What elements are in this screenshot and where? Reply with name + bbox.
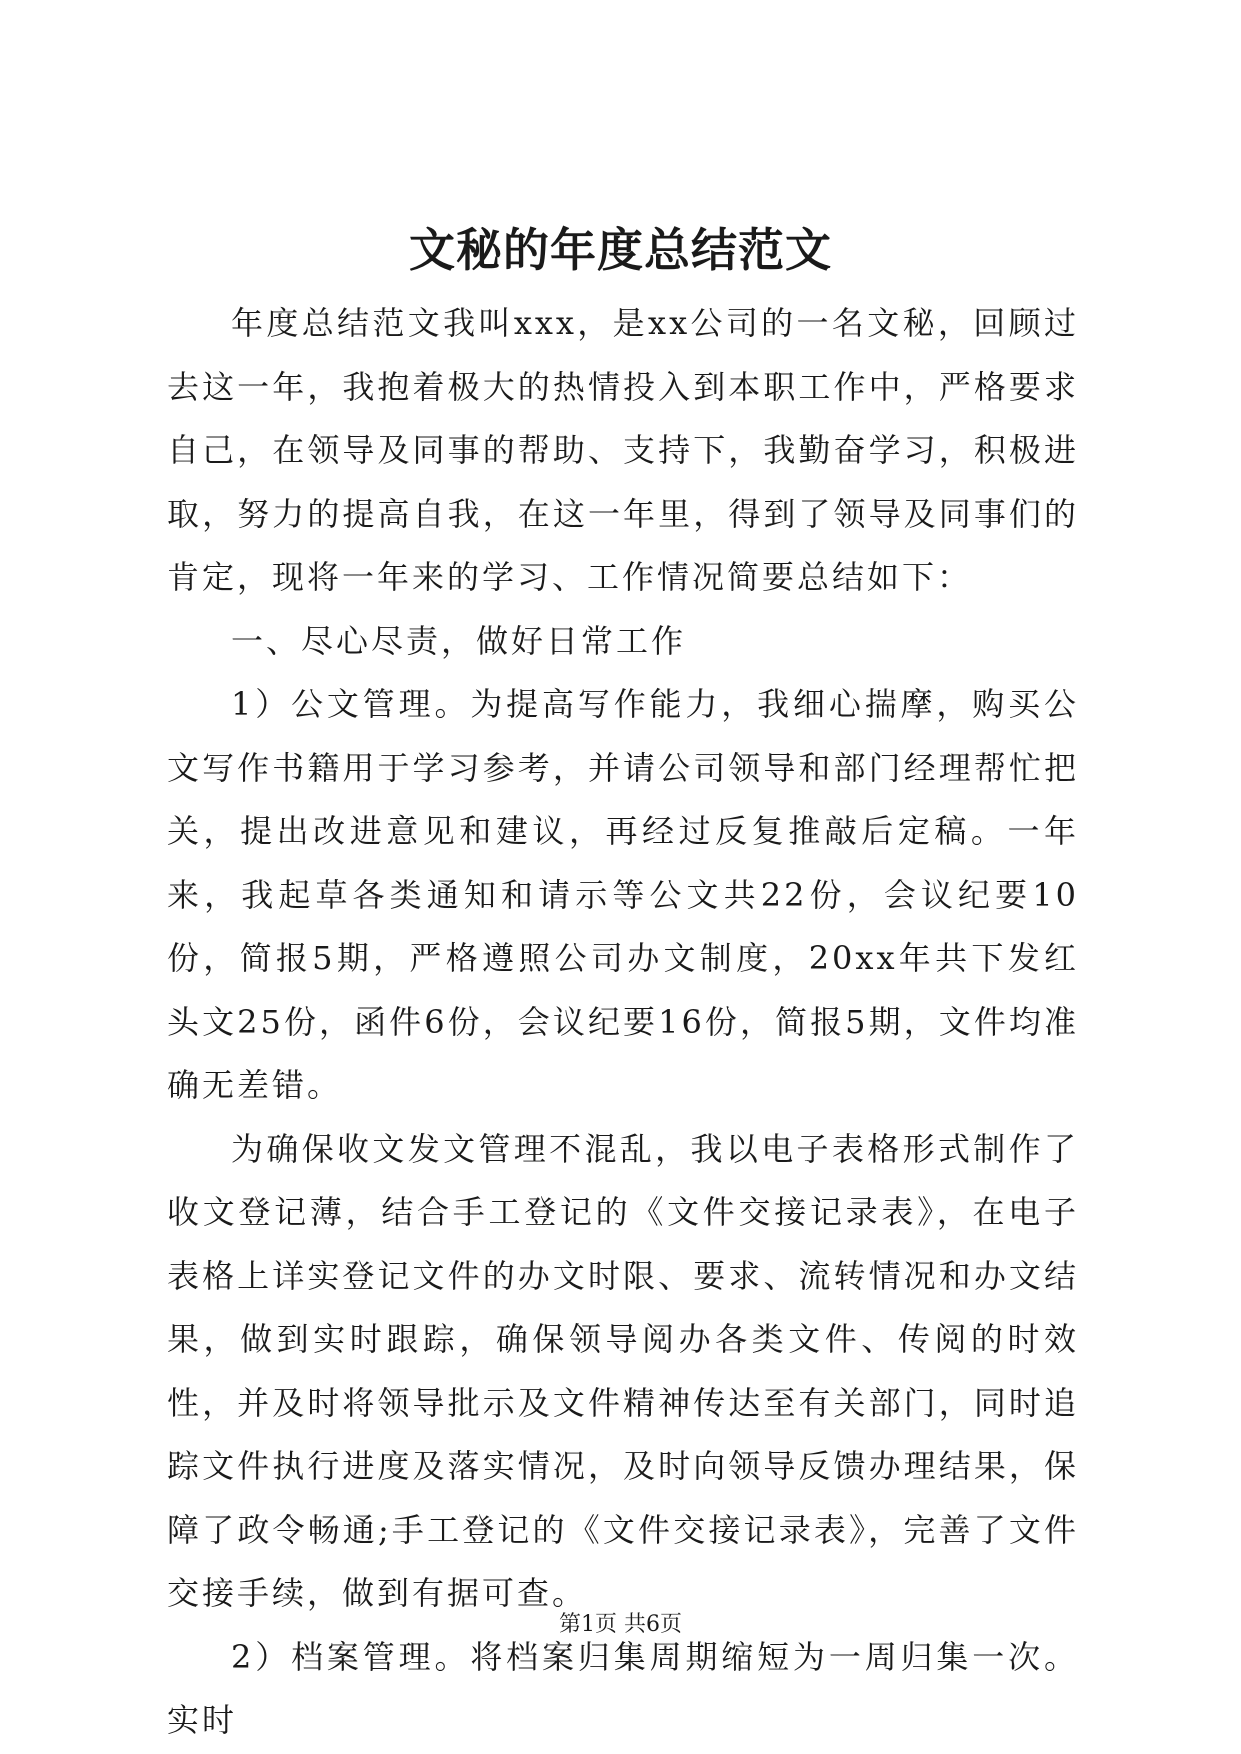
section-heading: 一、尽心尽责，做好日常工作 [231,621,687,660]
document-body [167,292,1079,1753]
paragraph-archive-management: 2）档案管理。将档案归集周期缩短为一周归集一次。实时 [167,1637,1079,1739]
page-number-footer: 第1页 共6页 [559,1612,682,1637]
paragraph-intro: 年度总结范文我叫xxx，是xx公司的一名文秘，回顾过去这一年，我抱着极大的热情投入到本职工作中，严格要求自己，在领导及同事的帮助、支持下，我勤奋学习，积极进取，努力的提高自我，在这一年里，得到了领导及同事们的肯定，现将一年来的学习、工作情况简要总结如下： [167,304,1079,596]
paragraph-document-management: 1）公文管理。为提高写作能力，我细心揣摩，购买公文写作书籍用于学习参考，并请公司领导和部门经理帮忙把关，提出改进意见和建议，再经过反复推敲后定稿。一年来，我起草各类通知和请示等公文共22份，会议纪要10份，简报5期，严格遵照公司办文制度，20xx年共下发红头文25份，函件6份，会议纪要16份，简报5期，文件均准确无差错。 [167,685,1079,1104]
paragraph-filing-register: 为确保收文发文管理不混乱，我以电子表格形式制作了收文登记薄，结合手工登记的《文件交接记录表》，在电子表格上详实登记文件的办文时限、要求、流转情况和办文结果，做到实时跟踪，确保领导阅办各类文件、传阅的时效性，并及时将领导批示及文件精神传达至有关部门，同时追踪文件执行进度及落实情况，及时向领导反馈办理结果，保障了政令畅通;手工登记的《文件交接记录表》，完善了文件交接手续，做到有据可查。 [167,1129,1079,1612]
document-title: 文秘的年度总结范文 [409,223,832,277]
